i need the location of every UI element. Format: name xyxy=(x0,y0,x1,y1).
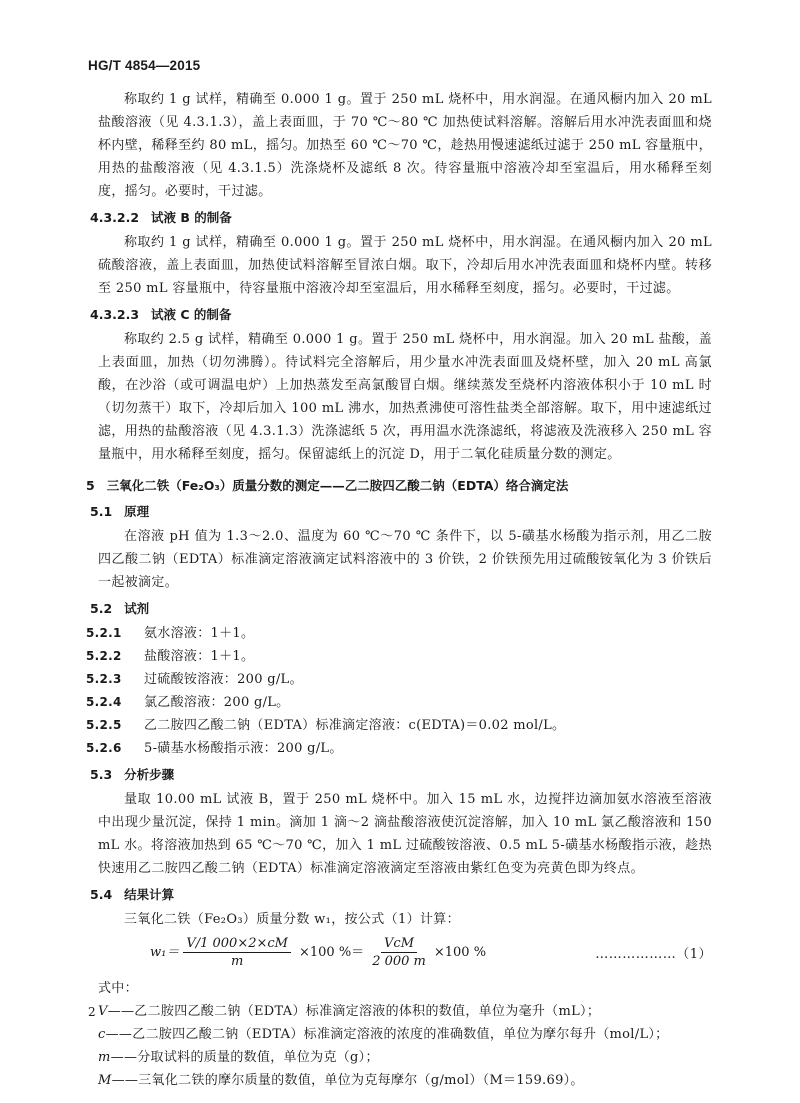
fraction-2-denominator: 2 000 m xyxy=(372,954,426,969)
heading-number: 5.2 xyxy=(90,601,113,616)
formula-operator: ×100 % xyxy=(433,945,487,960)
paragraph-calculation-intro: 三氧化二铁（Fe₂O₃）质量分数 w₁，按公式（1）计算： xyxy=(124,912,460,927)
document-body xyxy=(86,88,712,1092)
symbol-description: ——乙二胺四乙酸二钠（EDTA）标准滴定溶液的浓度的准确数值，单位为摩尔每升（mol/L）； xyxy=(105,1027,669,1042)
reagent-text: 5-磺基水杨酸指示液：200 g/L。 xyxy=(144,741,343,756)
heading-5-2 xyxy=(90,597,712,620)
paragraph-solution-b-procedure: 称取约 1 g 试样，精确至 0.000 1 g。置于 250 mL 烧杯中，用水润湿。在通风橱内加入 20 mL 硫酸溶液，盖上表面皿，加热使试料溶解至冒浓白烟。取下，冷却后用水冲洗表面皿和烧杯内壁。转移至 250 mL 容量瓶中，待容量瓶中溶液冷却至室温后，用水稀释至刻度，摇匀。必要时，干过滤。 xyxy=(98,235,712,296)
paragraph-solution-c-procedure: 称取约 2.5 g 试样，精确至 0.000 1 g。置于 250 mL 烧杯中，用水润湿。加入 20 mL 盐酸，盖上表面皿，加热（切勿沸腾）。待试料完全溶解后，用少量水冲洗表面皿及烧杯壁，加入 20 mL 高氯酸，在沙浴（或可调温电炉）上加热蒸发至高氯酸冒白烟。继续蒸发至烧杯内溶液体积小于 10 mL 时（切勿蒸干）取下，冷却后加入 100 mL 沸水，加热煮沸使可溶性盐类全部溶解。取下，用中速滤纸过滤，用热的盐酸溶液（见 4.3.1.3）洗涤滤纸 5 次，再用温水洗涤滤纸，将滤液及洗液移入 250 mL 容量瓶中，用水稀释至刻度，摇匀。保留滤纸上的沉淀 D，用于二氧化硅质量分数的测定。 xyxy=(98,332,712,462)
reagent-item xyxy=(86,714,712,737)
heading-text: 试液 B 的制备 xyxy=(151,210,232,225)
formula-expression xyxy=(150,935,490,970)
fraction-2 xyxy=(372,935,426,970)
reagent-number: 5.2.6 xyxy=(86,741,122,755)
reagent-number: 5.2.3 xyxy=(86,672,122,686)
heading-number: 5 xyxy=(86,478,95,493)
reagent-item xyxy=(86,645,712,668)
heading-text: 分析步骤 xyxy=(124,767,175,782)
heading-5-4 xyxy=(90,883,712,906)
reagent-number: 5.2.1 xyxy=(86,626,122,640)
paragraph-analysis-steps: 量取 10.00 mL 试液 B，置于 250 mL 烧杯中。加入 15 mL 水，边搅拌边滴加氨水溶液至溶液中出现少量沉淀，保持 1 min。滴加 1 滴～2 滴盐酸溶液使沉淀溶解，加入 10 mL 氯乙酸溶液和 150 mL 水。将溶液加热到 65 ℃～70 ℃，加入 1 mL 过硫酸铵溶液、0.5 mL 5-磺基水杨酸指示液，趁热快速用乙二胺四乙酸二钠（EDTA）标准滴定溶液滴定至溶液由紫红色变为亮黄色即为终点。 xyxy=(98,792,712,876)
fraction-1-denominator: m xyxy=(231,954,244,969)
symbol-definition xyxy=(98,1023,712,1046)
heading-4-3-2-2 xyxy=(90,206,712,229)
reagent-item xyxy=(86,691,712,714)
heading-number: 5.4 xyxy=(90,887,113,902)
heading-text: 原理 xyxy=(124,504,150,519)
reagent-text: 氨水溶液：1＋1。 xyxy=(144,626,255,641)
document-id: HG/T 4854—2015 xyxy=(88,58,201,73)
symbol: M xyxy=(98,1073,112,1088)
symbol: V xyxy=(98,1004,108,1019)
heading-text: 试剂 xyxy=(124,601,150,616)
heading-text: 三氧化二铁（Fe₂O₃）质量分数的测定——乙二胺四乙酸二钠（EDTA）络合滴定法 xyxy=(106,478,569,493)
fraction-1-numerator: V/1 000×2×cM xyxy=(183,935,291,953)
symbol-definition xyxy=(98,1069,712,1092)
symbol-definition xyxy=(98,1000,712,1023)
symbol-description: ——分取试料的质量的数值，单位为克（g）； xyxy=(110,1050,379,1065)
where-label: 式中： xyxy=(98,981,138,996)
heading-text: 试液 C 的制备 xyxy=(151,307,232,322)
heading-4-3-2-3 xyxy=(90,303,712,326)
equation-number: ………………（1） xyxy=(595,947,712,962)
fraction-2-numerator: VcM xyxy=(381,935,417,953)
paragraph-principle: 在溶液 pH 值为 1.3～2.0、温度为 60 ℃～70 ℃ 条件下，以 5-磺基水杨酸为指示剂，用乙二胺四乙酸二钠（EDTA）标准滴定溶液滴定试料溶液中的 3 价铁，2 价铁预先用过硫酸铵氧化为 3 价铁后一起被滴定。 xyxy=(98,529,712,590)
heading-5 xyxy=(86,474,712,497)
formula-1 xyxy=(98,933,712,975)
symbol: m xyxy=(98,1050,111,1065)
reagent-item xyxy=(86,737,712,760)
reagent-item xyxy=(86,622,712,645)
symbol-description: ——乙二胺四乙酸二钠（EDTA）标准滴定溶液的体积的数值，单位为毫升（mL）； xyxy=(107,1004,601,1019)
fraction-1 xyxy=(183,935,291,970)
heading-number: 4.3.2.2 xyxy=(90,210,140,225)
reagent-item xyxy=(86,668,712,691)
symbol-description: ——三氧化二铁的摩尔质量的数值，单位为克每摩尔（g/mol）（M＝159.69）。 xyxy=(111,1073,584,1088)
heading-text: 结果计算 xyxy=(124,887,175,902)
reagent-number: 5.2.2 xyxy=(86,649,122,663)
heading-number: 5.3 xyxy=(90,767,113,782)
reagent-text: 盐酸溶液：1＋1。 xyxy=(144,649,255,664)
symbol-definition xyxy=(98,1046,712,1069)
page-number: 2 xyxy=(88,1005,96,1019)
formula-lhs: w₁＝ xyxy=(150,945,180,960)
reagent-text: 过硫酸铵溶液：200 g/L。 xyxy=(144,672,303,687)
reagent-number: 5.2.4 xyxy=(86,695,122,709)
paragraph-solution-a-procedure: 称取约 1 g 试样，精确至 0.000 1 g。置于 250 mL 烧杯中，用水润湿。在通风橱内加入 20 mL 盐酸溶液（见 4.3.1.3），盖上表面皿，于 70 ℃～80 ℃ 加热使试料溶解。溶解后用水冲洗表面皿和烧杯内壁，稀释至约 80 mL，摇匀。加热至 60 ℃～70 ℃，趁热用慢速滤纸过滤于 250 mL 容量瓶中，用热的盐酸溶液（见 4.3.1.5）洗涤烧杯及滤纸 8 次。待容量瓶中溶液冷却至室温后，用水稀释至刻度，摇匀。必要时，干过滤。 xyxy=(98,92,712,199)
heading-number: 4.3.2.3 xyxy=(90,307,140,322)
heading-5-1 xyxy=(90,500,712,523)
reagent-number: 5.2.5 xyxy=(86,718,122,732)
reagent-text: 乙二胺四乙酸二钠（EDTA）标准滴定溶液：c(EDTA)＝0.02 mol/L。 xyxy=(144,718,566,733)
heading-5-3 xyxy=(90,763,712,786)
formula-operator: ×100 %＝ xyxy=(298,945,365,960)
symbol: c xyxy=(98,1027,106,1042)
heading-number: 5.1 xyxy=(90,504,113,519)
reagent-text: 氯乙酸溶液：200 g/L。 xyxy=(144,695,290,710)
